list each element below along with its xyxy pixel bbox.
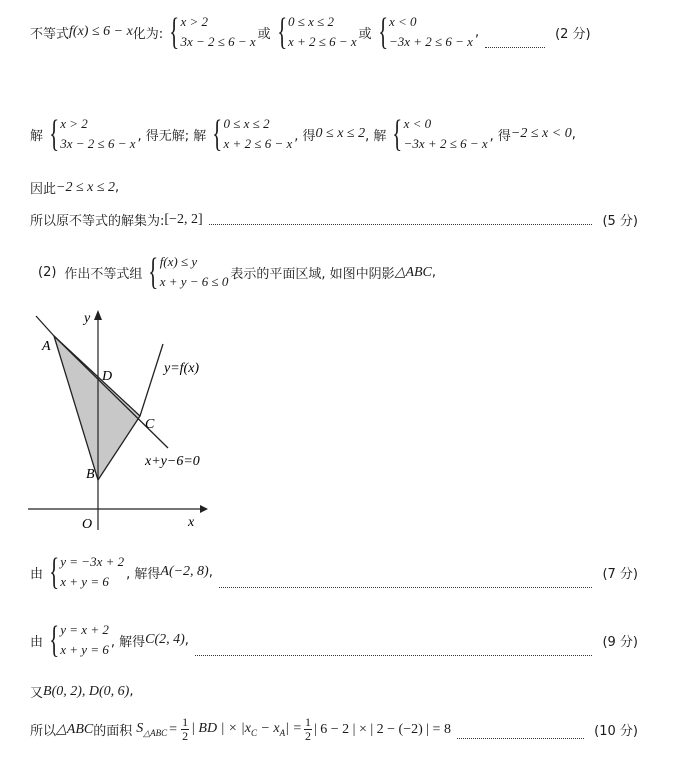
line2-system-2: { 0 ≤ x ≤ 2 x + 2 ≤ 6 − x — [212, 113, 293, 155]
line1-or-1: 或 — [257, 26, 271, 42]
line-8 — [30, 682, 638, 701]
line2-result-3b: −2 ≤ x < 0 — [510, 126, 572, 141]
brace-icon: { — [377, 11, 388, 53]
area-expr-1: | BD | × $|x_C - x_A|$ = — [191, 721, 302, 738]
line2-result-1: , 得无解; 解 — [137, 128, 207, 144]
line7-system: { y = x + 2 x + y = 6 — [49, 619, 109, 661]
line2-result-2a: , 得 — [294, 128, 316, 144]
line6-score: (7 分) — [602, 566, 638, 582]
line6-text: , 解得 — [126, 566, 161, 582]
leader-dots — [457, 737, 584, 739]
line1-mid: 化为: — [132, 26, 164, 42]
line8-text: 又 — [30, 686, 44, 701]
line6-you: 由 — [30, 566, 44, 582]
line-2 — [30, 114, 638, 154]
line2-result-3c: , — [571, 126, 576, 142]
region-graph — [28, 300, 228, 540]
line8-tail: , — [129, 684, 134, 699]
line4-math: [−2, 2] — [164, 211, 203, 227]
line3-tail: , — [115, 180, 120, 195]
line1-ineq: f(x) ≤ 6 − x — [69, 24, 133, 39]
brace-icon: { — [49, 113, 60, 155]
line-4 — [30, 210, 638, 229]
line7-tail: , — [184, 632, 189, 648]
leader-dots — [209, 223, 593, 225]
curve-right-branch — [140, 344, 163, 416]
y-axis-arrow-icon — [94, 310, 102, 320]
brace-icon: { — [392, 113, 403, 155]
origin-label: O — [82, 517, 93, 532]
leader-dots — [485, 46, 545, 48]
fraction-half: $\frac{1}{2}$ — [182, 715, 189, 743]
line1-score: (2 分) — [555, 26, 591, 42]
brace-icon: { — [49, 551, 60, 593]
line1-tail: , — [474, 24, 480, 40]
line6-math: A(−2, 8) — [160, 564, 209, 579]
line-7 — [30, 620, 638, 660]
point-label-c: C — [145, 417, 155, 432]
line2-result-2c: , 解 — [365, 128, 387, 144]
line-6 — [30, 552, 638, 592]
brace-icon: { — [49, 619, 60, 661]
line9-text-2: 的面积 — [93, 724, 133, 739]
line1-prefix: 不等式 — [30, 26, 70, 42]
line5-system: { f(x) ≤ y x + y − 6 ≤ 0 — [148, 251, 229, 293]
curve-label: y=f(x) — [164, 361, 200, 376]
line9-triangle: △ABC — [56, 722, 94, 737]
point-label-a: A — [42, 339, 51, 354]
brace-icon: { — [169, 11, 180, 53]
line3-math: −2 ≤ x ≤ 2 — [56, 179, 116, 195]
brace-icon: { — [148, 251, 159, 293]
line2-system-3: { x < 0 −3x + 2 ≤ 6 − x — [392, 113, 488, 155]
line5-num: (2) — [38, 264, 57, 280]
line-3 — [30, 178, 638, 197]
line3-text: 因此 — [30, 182, 57, 197]
line5-triangle: △ABC — [394, 264, 432, 280]
x-axis-arrow-icon — [200, 505, 208, 513]
line2-result-2b: 0 ≤ x ≤ 2 — [315, 126, 366, 141]
line8-math: B(0, 2), D(0, 6) — [43, 683, 130, 699]
x-axis-label: x — [188, 515, 195, 530]
line9-text: 所以 — [30, 724, 57, 739]
line7-score: (9 分) — [602, 634, 638, 650]
y-axis-label: y — [84, 311, 91, 326]
line7-text: , 解得 — [110, 634, 146, 650]
line1-system-1: { x > 2 3x − 2 ≤ 6 − x — [169, 11, 256, 53]
point-label-b: B — [86, 467, 95, 482]
area-symbol: $S_{\triangle ABC}$ — [136, 720, 168, 738]
line9-score: (10 分) — [594, 724, 638, 739]
brace-icon: { — [276, 11, 287, 53]
line5-tail: , — [431, 264, 437, 280]
line2-system-1: { x > 2 3x − 2 ≤ 6 − x — [49, 113, 136, 155]
line-1 — [30, 12, 638, 52]
line-9 — [30, 716, 638, 743]
line4-score: (5 分) — [602, 214, 638, 229]
line1-or-2: 或 — [358, 26, 372, 42]
line5-text-2: 表示的平面区域, 如图中阴影 — [230, 266, 395, 282]
line7-you: 由 — [30, 634, 44, 650]
leader-dots — [219, 586, 593, 588]
leader-dots — [195, 654, 593, 656]
line1-system-3: { x < 0 −3x + 2 ≤ 6 − x — [377, 11, 473, 53]
equals-sign: = — [169, 721, 178, 737]
line1-system-2: { 0 ≤ x ≤ 2 x + 2 ≤ 6 − x — [276, 11, 357, 53]
line2-result-3a: , 得 — [489, 128, 511, 144]
line-5 — [38, 252, 638, 292]
line-label: x+y−6=0 — [145, 454, 200, 469]
line6-system: { y = −3x + 2 x + y = 6 — [49, 551, 125, 593]
point-label-d: D — [102, 369, 113, 384]
line7-math: C(2, 4) — [145, 632, 185, 647]
fraction-half-2: $\frac{1}{2}$ — [304, 715, 311, 743]
line5-text: 作出不等式组 — [64, 266, 143, 282]
curve-left-branch — [36, 316, 54, 336]
line6-tail: , — [208, 564, 213, 580]
line2-jie: 解 — [30, 128, 44, 144]
brace-icon: { — [212, 113, 223, 155]
area-expr-2: | 6 − 2 | × | 2 − (−2) | = 8 — [313, 721, 451, 737]
line4-text: 所以原不等式的解集为: — [30, 214, 165, 229]
